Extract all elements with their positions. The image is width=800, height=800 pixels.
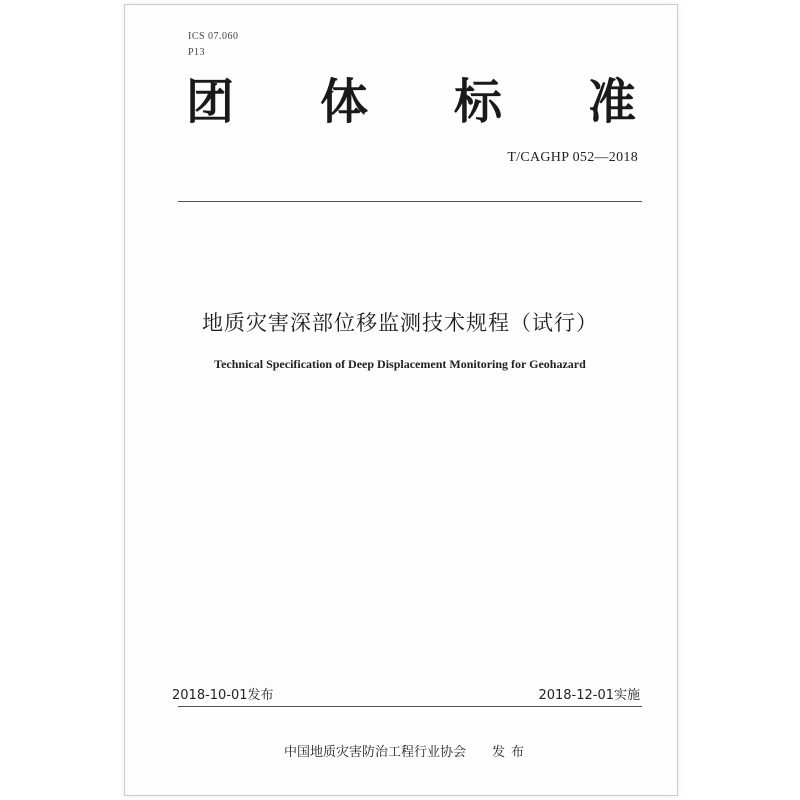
heading-char-3: 标 <box>453 74 502 130</box>
ics-code: ICS 07.060 <box>188 31 239 42</box>
publisher-line <box>284 741 530 760</box>
standard-number: T/CAGHP 052—2018 <box>507 150 638 165</box>
ccs-code: P13 <box>188 47 206 58</box>
publisher-name: 中国地质灾害防治工程行业协会 <box>284 745 467 760</box>
english-title: Technical Specification of Deep Displacement Monitoring for Geohazard <box>214 357 586 371</box>
bottom-divider <box>178 706 642 707</box>
top-divider <box>178 201 642 202</box>
implementation-date: 2018-12-01实施 <box>538 688 640 703</box>
issue-date: 2018-10-01发布 <box>172 688 274 703</box>
heading-char-2: 体 <box>319 74 368 130</box>
heading-char-1: 团 <box>186 74 235 130</box>
group-standard-heading <box>186 74 636 130</box>
chinese-title: 地质灾害深部位移监测技术规程（试行） <box>202 311 598 335</box>
publish-action: 发布 <box>492 745 531 760</box>
heading-char-4: 准 <box>587 74 636 130</box>
